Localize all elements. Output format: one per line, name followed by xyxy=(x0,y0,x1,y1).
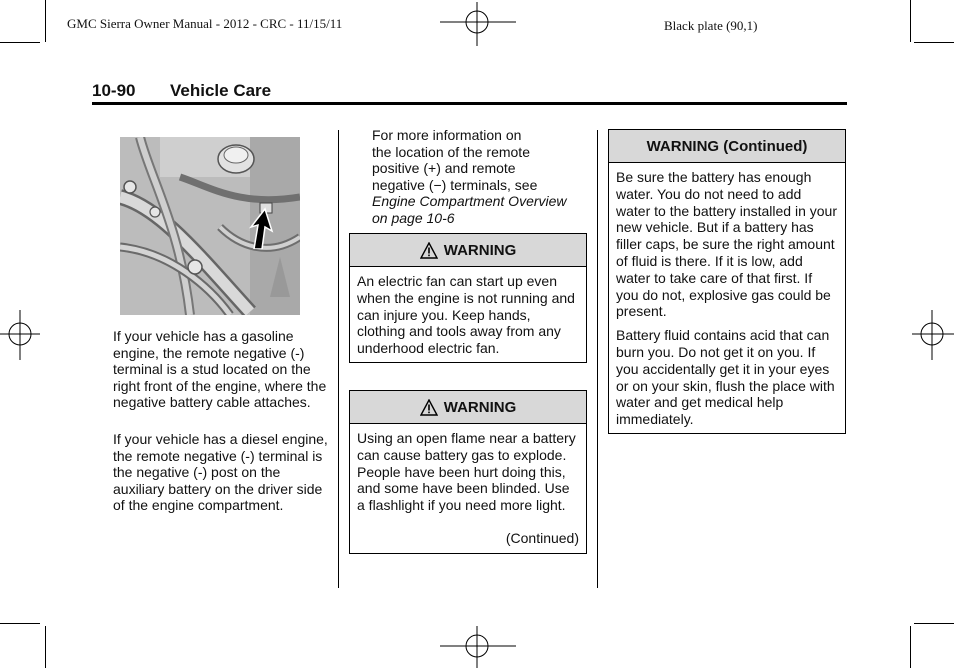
section-title: Vehicle Care xyxy=(170,81,272,100)
gasoline-terminal-paragraph: If your vehicle has a gasoline engine, the remote negative (-) terminal is a stud located on the right front of the engine, where the negative battery cable attaches. xyxy=(113,328,327,410)
warning-triangle-icon xyxy=(420,242,438,259)
warning-body xyxy=(609,163,845,428)
diesel-terminal-paragraph: If your vehicle has a diesel engine, the remote negative (-) terminal is the negative (-) post on the auxiliary battery on the driver side of the engine compartment. xyxy=(113,431,328,513)
terminal-location-paragraph: For more information on the location of the remote positive (+) and remote negative (−) terminals, see Engine Compartment Overview on page 10-6 xyxy=(372,127,592,226)
warning-continued-heading: WARNING (Continued) xyxy=(609,130,845,163)
engine-compartment-illustration xyxy=(120,137,300,315)
engine-compartment-overview-page-ref[interactable]: on page 10-6 xyxy=(372,209,455,226)
registration-mark-right xyxy=(912,310,954,360)
print-header-left: GMC Sierra Owner Manual - 2012 - CRC - 11/15/11 xyxy=(67,16,343,31)
warning-heading: WARNING xyxy=(350,391,586,424)
warning-heading: WARNING xyxy=(350,234,586,267)
battery-water-paragraph: Be sure the battery has enough water. You do not need to add water to the battery installed in your new vehicle. But if a battery has filler caps, be sure the right amount of fluid is there. If it is low, add water to take care of that first. If you do not, explosive gas could be present. xyxy=(616,169,838,320)
warning-triangle-icon xyxy=(420,399,438,416)
column-divider-1 xyxy=(338,130,339,588)
registration-mark-bottom xyxy=(440,626,516,668)
page-number: 10-90 xyxy=(92,81,136,100)
registration-mark-top xyxy=(440,2,516,46)
continued-label: (Continued) xyxy=(505,530,579,546)
registration-mark-left xyxy=(0,310,40,360)
arrow-up-icon xyxy=(248,207,278,249)
warning-box-open-flame xyxy=(349,390,587,554)
column-divider-2 xyxy=(597,130,598,588)
title-rule xyxy=(92,102,847,105)
warning-body: Using an open flame near a battery can cause battery gas to explode. People have been hurt doing this, and some have been blinded. Use a flashlight if you need more light. xyxy=(357,430,576,514)
battery-acid-paragraph: Battery fluid contains acid that can burn you. Do not get it on you. If you accidentally get it in your eyes or on your skin, flush the place with water and get medical help immediately. xyxy=(616,327,835,428)
warning-body: An electric fan can start up even when the engine is not running and can injure you. Keep hands, clothing and tools away from any underhood electric fan. xyxy=(357,273,575,357)
section-header xyxy=(92,81,847,103)
warning-box-electric-fan xyxy=(349,233,587,363)
warning-box-battery-fluid xyxy=(608,129,846,434)
engine-compartment-overview-link[interactable]: Engine Compartment Overview xyxy=(372,193,567,209)
print-header-right: Black plate (90,1) xyxy=(664,18,758,33)
